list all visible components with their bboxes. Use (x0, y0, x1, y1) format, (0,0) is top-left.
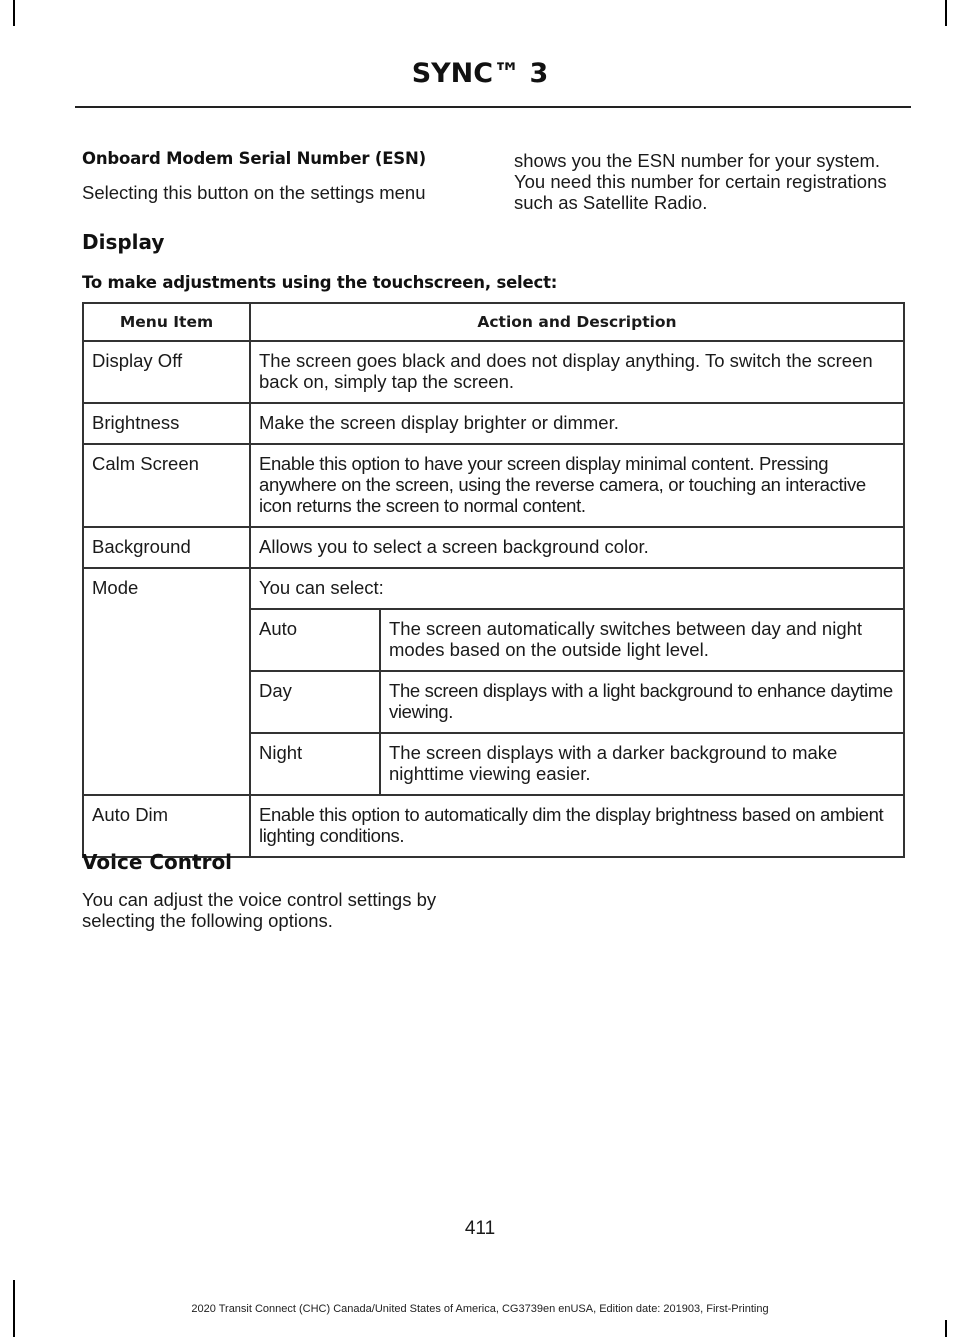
mode-option-description: The screen automatically switches between day and night modes based on the outside light level. (380, 610, 903, 671)
description-cell: Allows you to select a screen background color. (250, 527, 904, 568)
voice-control-text: You can adjust the voice control settings by selecting the following options. (82, 889, 437, 931)
table-row-mode (83, 568, 904, 795)
esn-text-column-1: Selecting this button on the settings menu (82, 182, 426, 203)
column-header-menu-item: Menu Item (83, 303, 250, 341)
menu-item-cell: Display Off (83, 341, 250, 403)
description-cell: The screen goes black and does not display anything. To switch the screen back on, simply tap the screen. (250, 341, 904, 403)
esn-text-column-2: shows you the ESN number for your system. You need this number for certain registrations such as Satellite Radio. (514, 150, 887, 213)
display-intro: To make adjustments using the touchscreen, select: (82, 273, 558, 292)
menu-item-cell: Brightness (83, 403, 250, 444)
crop-mark (13, 0, 15, 26)
display-heading: Display (82, 230, 165, 254)
column-header-action-description: Action and Description (250, 303, 904, 341)
mode-option-row (251, 671, 903, 733)
table-row (83, 403, 904, 444)
crop-mark (945, 0, 947, 26)
page-header-title: SYNC™ 3 (411, 58, 549, 89)
table-row (83, 795, 904, 857)
mode-option-name: Auto (251, 610, 380, 671)
description-cell: Make the screen display brighter or dimmer. (250, 403, 904, 444)
page-number: 411 (464, 1218, 496, 1239)
mode-option-name: Night (251, 733, 380, 794)
table-row (83, 444, 904, 527)
mode-description-cell (250, 568, 904, 795)
footer-edition-info: 2020 Transit Connect (CHC) Canada/United States of America, CG3739en enUSA, Edition date: 201903, First-Printing (191, 1303, 769, 1315)
mode-option-description: The screen displays with a light background to enhance daytime viewing. (380, 671, 903, 733)
table-header-row (83, 303, 904, 341)
description-cell: Enable this option to have your screen display minimal content. Pressing anywhere on the screen, using the reverse camera, or touching an interactive icon returns the screen to normal content. (250, 444, 904, 527)
description-cell: Enable this option to automatically dim the display brightness based on ambient lighting conditions. (250, 795, 904, 857)
crop-mark (945, 1320, 947, 1337)
menu-item-cell: Calm Screen (83, 444, 250, 527)
display-settings-table (82, 302, 905, 858)
mode-option-row (251, 610, 903, 671)
menu-item-cell: Mode (83, 568, 250, 795)
table-row (83, 527, 904, 568)
menu-item-cell: Auto Dim (83, 795, 250, 857)
table-row (83, 341, 904, 403)
mode-option-name: Day (251, 671, 380, 733)
header-divider (75, 106, 911, 108)
mode-options-table (251, 610, 903, 794)
menu-item-cell: Background (83, 527, 250, 568)
voice-control-heading: Voice Control (82, 850, 233, 874)
mode-option-description: The screen displays with a darker background to make nighttime viewing easier. (389, 742, 838, 784)
mode-option-row (251, 733, 903, 794)
mode-intro: You can select: (251, 569, 903, 610)
esn-heading: Onboard Modem Serial Number (ESN) (82, 149, 426, 168)
